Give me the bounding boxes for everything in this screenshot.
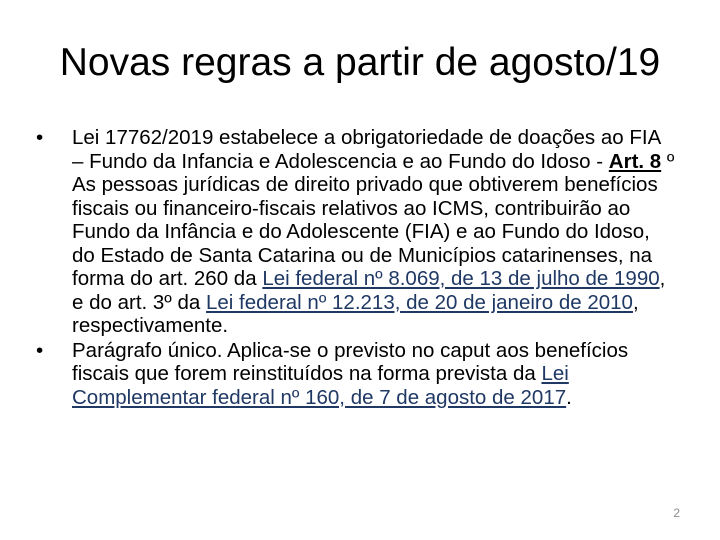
bullet-item-paragrafo-unico: [36, 339, 676, 410]
bullet-icon: •: [36, 338, 44, 362]
text-segment: .: [566, 385, 572, 409]
article-8-link[interactable]: Art. 8: [608, 149, 662, 173]
text-segment: Parágrafo único. Aplica-se o previsto no caput aos benefícios fiscais que forem reinstituídos na forma prevista da: [72, 338, 629, 385]
law-8069-link[interactable]: Lei federal nº 8.069, de 13 de julho de 1990: [262, 267, 660, 290]
slide-body: [36, 126, 676, 410]
text-segment: , respectivamente.: [72, 290, 639, 337]
page-number: 2: [673, 506, 680, 520]
bullet-text: [72, 339, 628, 409]
slide-title: Novas regras a partir de agosto/19: [59, 41, 661, 84]
text-segment: º As pessoas jurídicas de direito privado que obtiverem benefícios fiscais ou financeiro-fiscais relativos ao ICMS, contribuirão ao Fundo da Infância e do Adolescente (FIA) e ao Fundo do Idoso, do Estado de Santa Catarina ou de Municípios catarinenses, na forma do art. 260 da: [72, 149, 675, 290]
complementary-law-160-link[interactable]: Lei Complementar federal nº 160, de 7 de agosto de 2017: [72, 362, 569, 409]
law-12213-link[interactable]: Lei federal nº 12.213, de 20 de janeiro de 2010: [206, 290, 633, 314]
bullet-text: [72, 126, 674, 337]
bullet-item-law-17762: [36, 126, 676, 338]
text-segment: , e do art. 3º da: [72, 267, 666, 314]
bullet-icon: •: [36, 126, 44, 149]
text-segment: Lei 17762/2019 estabelece a obrigatoriedade de doações ao FIA – Fundo da Infancia e Adolescencia e ao Fundo do Idoso -: [72, 126, 661, 173]
